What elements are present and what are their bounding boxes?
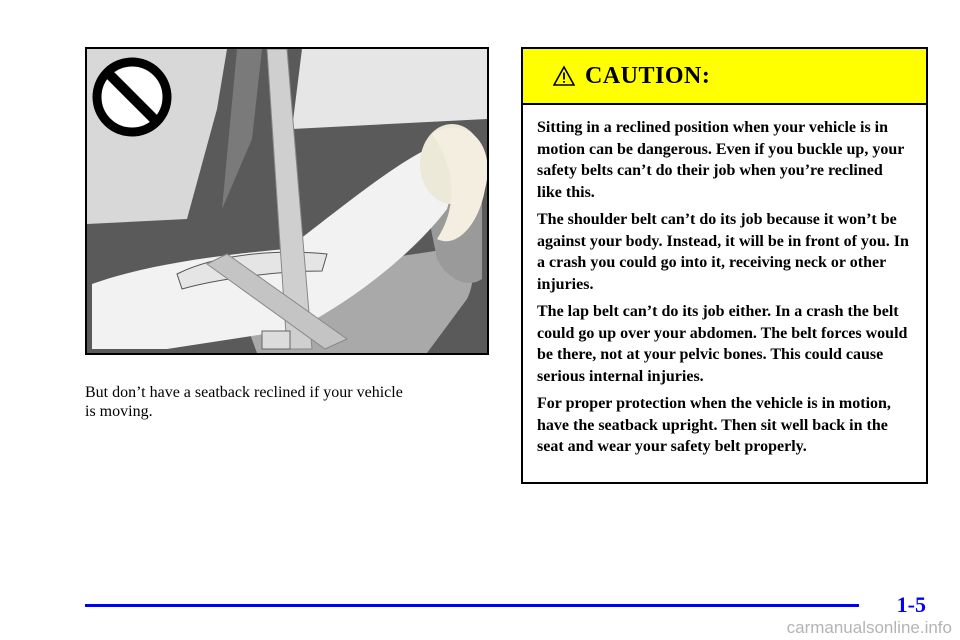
warning-triangle-icon [553,65,575,87]
caution-body [523,105,926,458]
no-symbol-icon [97,62,167,132]
reclined-passenger-illustration [85,47,489,355]
caution-paragraph-2: The shoulder belt can’t do its job because it won’t be against your body. Instead, it will be in front of you. In a crash you could go into it, receiving neck or other injuries. [537,211,909,293]
caption-text [85,383,485,421]
caution-header [523,49,926,105]
caution-paragraph-3: The lap belt can’t do its job either. In a crash the belt could go up over your abdomen. The belt forces would be there, not at your pelvic bones. This could cause serious internal injuries. [537,303,908,385]
footer-rule [85,604,859,607]
belt-buckle [262,331,290,349]
caution-paragraph-4: For proper protection when the vehicle is in motion, have the seatback upright. Then sit well back in the seat and wear your safety belt properly. [537,395,891,455]
illustration-drawing [87,49,487,353]
door-pillar [222,49,262,209]
right-window [292,49,487,129]
caution-paragraph-1: Sitting in a reclined position when your vehicle is in motion can be dangerous. Even if you buckle up, your safety belts can’t do their job when you’re reclined like this. [537,119,905,201]
caption-line-2: is moving. [85,403,153,420]
caution-box [521,47,928,484]
caption-line-1: But don’t have a seatback reclined if your vehicle [85,384,403,401]
caution-title: CAUTION: [585,62,711,89]
page-number: 1-5 [896,592,926,617]
watermark: carmanualsonline.info [786,618,952,637]
